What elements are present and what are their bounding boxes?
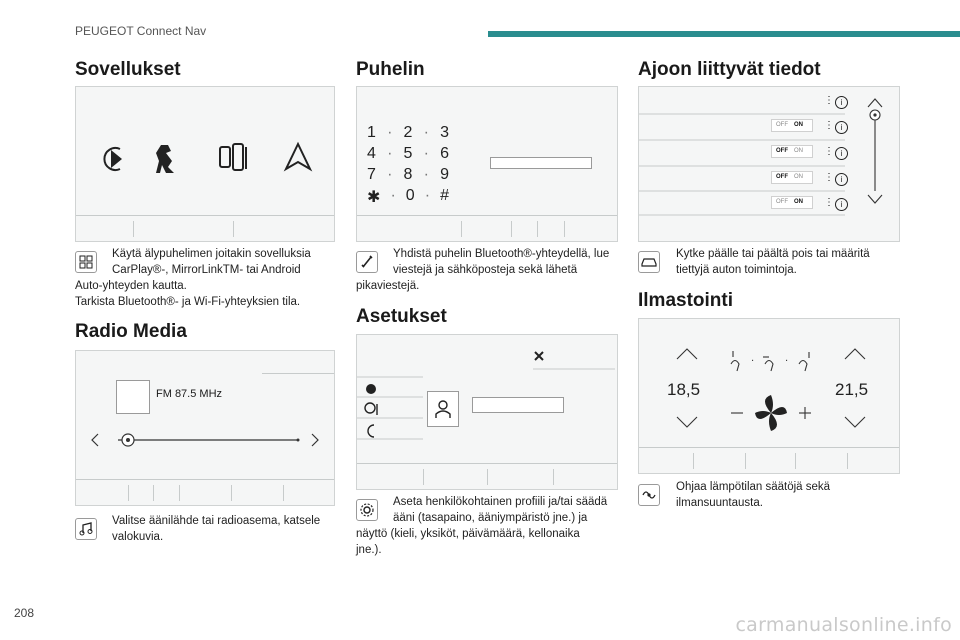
sovellukset-desc-4: Tarkista Bluetooth®- ja Wi-Fi-yhteyksien tila.	[75, 296, 301, 308]
ilmastointi-desc-2: ilmansuuntausta.	[676, 497, 763, 509]
info-icon[interactable]: i	[835, 96, 848, 109]
key-6[interactable]: 6	[440, 145, 449, 162]
page-number: 208	[14, 606, 35, 620]
asetukset-desc-3: näyttö (kieli, yksiköt, päivämäärä, kellonaika	[356, 528, 580, 540]
more-options-icon[interactable]: ⋮	[824, 95, 834, 106]
toggle-off-label: OFF	[776, 122, 788, 128]
palette-icon[interactable]	[366, 384, 376, 394]
temp-right-up-icon[interactable]	[845, 349, 865, 359]
settings-screen	[356, 334, 618, 490]
info-icon[interactable]: i	[835, 173, 848, 186]
toggle-on-label: ON	[794, 199, 803, 205]
ajoon-desc-2: tiettyjä auton toimintoja.	[676, 264, 797, 276]
airflow-lower-icon[interactable]	[799, 352, 809, 371]
ajoon-desc-1: Kytke päälle tai päältä pois tai määritä	[676, 248, 870, 260]
phone-screen	[356, 86, 618, 242]
asetukset-desc-4: jne.).	[356, 544, 382, 556]
temp-left-down-icon[interactable]	[677, 417, 697, 427]
more-options-icon[interactable]: ⋮	[824, 172, 834, 183]
sovellukset-desc-2: CarPlay®-, MirrorLinkTM- tai Android	[112, 264, 301, 276]
sound-settings-icon[interactable]	[365, 403, 377, 415]
toggle-switch[interactable]	[771, 119, 813, 132]
profile-name-field[interactable]	[472, 397, 564, 413]
temp-right-down-icon[interactable]	[845, 417, 865, 427]
scrollbar[interactable]	[870, 110, 880, 191]
airflow-middle-icon[interactable]	[763, 357, 773, 371]
puhelin-desc-3: pikaviestejä.	[356, 280, 420, 292]
user-profile-icon	[434, 399, 452, 419]
puhelin-desc-1: Yhdistä puhelin Bluetooth®-yhteydellä, lue	[393, 248, 610, 260]
running-header: PEUGEOT Connect Nav	[75, 24, 207, 38]
toggle-off-label: OFF	[776, 148, 788, 154]
key-1[interactable]: 1	[367, 124, 376, 141]
section-title-ajoon: Ajoon liittyvät tiedot	[638, 59, 821, 80]
watermark: carmanualsonline.info	[735, 614, 952, 636]
fan-increase-icon[interactable]	[799, 407, 811, 419]
airflow-upper-icon[interactable]	[731, 351, 739, 371]
chevron-left-icon[interactable]	[92, 434, 98, 446]
info-icon[interactable]: i	[835, 147, 848, 160]
night-mode-icon[interactable]	[368, 425, 374, 437]
more-options-icon[interactable]: ⋮	[824, 197, 834, 208]
key-hash[interactable]: #	[440, 187, 449, 204]
sovellukset-desc-3: Auto-yhteyden kautta.	[75, 280, 187, 292]
android-auto-icon[interactable]	[286, 144, 310, 169]
apps-screen	[75, 86, 335, 242]
svg-text:·: ·	[751, 356, 755, 367]
section-title-radio-media: Radio Media	[75, 321, 187, 342]
toggle-off-label: OFF	[776, 199, 788, 205]
asetukset-desc-1: Aseta henkilökohtainen profiili ja/tai säädä	[393, 496, 608, 508]
info-icon[interactable]: i	[835, 198, 848, 211]
keypad-row: 4 · 5 · 6	[367, 145, 449, 166]
temp-left-value: 18,5	[667, 380, 701, 399]
temp-left-up-icon[interactable]	[677, 349, 697, 359]
driving-screen	[638, 86, 900, 242]
key-4[interactable]: 4	[367, 145, 376, 162]
settings-gear-icon	[356, 499, 378, 521]
svg-text:·: ·	[785, 356, 789, 367]
car-icon	[638, 251, 660, 273]
section-title-ilmastointi: Ilmastointi	[638, 290, 734, 311]
toggle-switch[interactable]	[771, 145, 813, 158]
toggle-on-label: ON	[794, 148, 803, 154]
scroll-up-icon[interactable]	[868, 99, 882, 107]
scroll-down-icon[interactable]	[868, 195, 882, 203]
close-icon[interactable]	[535, 352, 543, 360]
phone-handset-icon	[356, 251, 378, 273]
keypad-row: 1 · 2 · 3	[367, 124, 449, 145]
toggle-off-label: OFF	[776, 174, 788, 180]
section-title-puhelin: Puhelin	[356, 59, 425, 80]
key-9[interactable]: 9	[440, 166, 449, 183]
chevron-right-icon[interactable]	[312, 434, 318, 446]
toggle-on-label: ON	[794, 174, 803, 180]
key-8[interactable]: 8	[403, 166, 413, 183]
peugeot-lion-icon[interactable]	[156, 145, 174, 173]
apps-grid-icon	[75, 251, 97, 273]
radio-desc-1: Valitse äänilähde tai radioasema, katsele	[112, 515, 321, 527]
keypad-row: ✱ · 0 · #	[367, 187, 449, 206]
climate-icon	[638, 484, 660, 506]
sovellukset-desc-1: Käytä älypuhelimen joitakin sovelluksia	[112, 248, 311, 260]
profile-button[interactable]	[427, 391, 459, 427]
toggle-switch[interactable]	[771, 171, 813, 184]
key-star[interactable]: ✱	[367, 189, 381, 206]
key-7[interactable]: 7	[367, 166, 376, 183]
temp-right-value: 21,5	[835, 380, 869, 399]
key-3[interactable]: 3	[440, 124, 449, 141]
carplay-icon[interactable]	[104, 148, 122, 170]
section-title-asetukset: Asetukset	[356, 306, 447, 327]
more-options-icon[interactable]: ⋮	[824, 120, 834, 131]
key-2[interactable]: 2	[403, 124, 413, 141]
accent-bar	[488, 31, 960, 37]
climate-screen	[638, 318, 900, 474]
key-0[interactable]: 0	[405, 187, 415, 204]
key-5[interactable]: 5	[403, 145, 413, 162]
ilmastointi-desc-1: Ohjaa lämpötilan säätöjä sekä	[676, 481, 831, 493]
radio-desc-2: valokuvia.	[112, 531, 164, 543]
info-icon[interactable]: i	[835, 121, 848, 134]
toggle-on-label: ON	[794, 122, 803, 128]
frequency-slider[interactable]	[118, 434, 300, 446]
radio-screen	[75, 350, 335, 506]
section-title-sovellukset: Sovellukset	[75, 59, 181, 80]
toggle-switch[interactable]	[771, 196, 813, 209]
fan-icon	[755, 395, 787, 431]
keypad-row: 7 · 8 · 9	[367, 166, 449, 187]
mirrorlink-icon[interactable]	[220, 144, 246, 170]
puhelin-desc-2: viestejä ja sähköposteja sekä lähetä	[393, 264, 578, 276]
more-options-icon[interactable]: ⋮	[824, 146, 834, 157]
asetukset-desc-2: ääni (tasapaino, ääniympäristö jne.) ja	[393, 512, 588, 524]
music-note-icon	[75, 518, 97, 540]
radio-station-label: FM 87.5 MHz	[156, 388, 223, 400]
